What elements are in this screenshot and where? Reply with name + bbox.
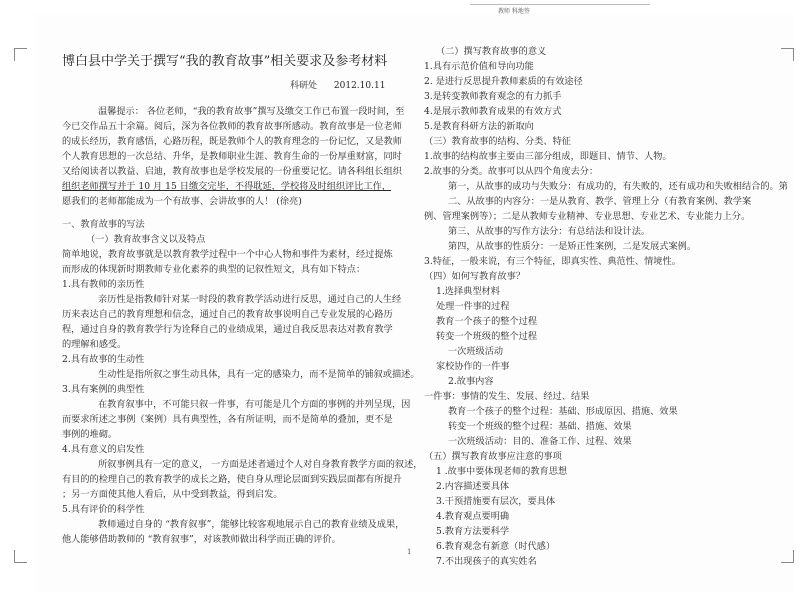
text-line: 5.是教育科研方法的新取向 xyxy=(424,121,534,132)
page-number: 1 xyxy=(407,548,412,556)
text-line: 2.故事的分类。故事可以从四个角度去分： xyxy=(424,166,599,177)
intro-line: 今已交作品五十余篇。阅后，深为各位教师的教育故事所感动。教育故事是一位老师 xyxy=(62,121,402,132)
intro-line: 愿我们的老师都能成为一个有故事、会讲故事的人！ (徐亮) xyxy=(62,196,302,207)
intro-paragraph xyxy=(62,104,417,209)
text-line: 4.具有意义的启发性 xyxy=(62,444,145,455)
text-line: 处理一件事的过程 xyxy=(436,301,510,312)
left-body xyxy=(62,217,423,547)
text-line: 4.是展示教师教育成果的有效方式 xyxy=(424,106,562,117)
text-line: 亲历性是指教师针对某一时段的教育教学活动进行反思，通过自己的人生经 xyxy=(98,294,402,305)
text-line: ；另一方面使其他人看后，从中受到教益，得到启发。 xyxy=(62,489,283,500)
text-line: 教育一个孩子的整个过程 xyxy=(436,316,538,327)
text-line: 3.特征，一般来说，有三个特征，即真实性、典范性、情境性。 xyxy=(424,256,681,267)
page-header: 教师 科地签 xyxy=(498,8,530,15)
text-line: （四）如何写教育故事？ xyxy=(424,271,526,282)
text-line: 7.不出现孩子的真实姓名 xyxy=(436,556,537,567)
text-line: 一次班级活动：目的、准备工作、过程、效果 xyxy=(448,436,632,447)
intro-line: 个人教育思想的一次总结、升华，是教师职业生涯、教育生命的一份厚重财富，同时 xyxy=(62,151,402,162)
text-line: 3.干预措施要有层次，要具体 xyxy=(436,496,556,507)
text-line: 第四，从故事的性质分：一是矫正性案例，二是发展式案例。 xyxy=(448,241,697,252)
text-line: （二）撰写教育故事的意义 xyxy=(436,46,547,57)
text-line: 历来表达自己的教育理想和信念，通过自己的教育故事说明自己专业发展的心路历 xyxy=(62,309,393,320)
left-column xyxy=(62,54,423,547)
text-line: 5.具有评价的科学性 xyxy=(62,504,145,515)
crop-mark-bottom-left xyxy=(14,550,27,563)
text-line: 程，通过自身的教育教学行为诠释自己的业绩成果，通过自我反思表达对教育教学 xyxy=(62,324,393,335)
intro-line: 温馨提示： 各位老师，“我的教育故事”撰写及缴交工作已布置一段时间，至 xyxy=(98,106,405,117)
text-line: 2.具有故事的生动性 xyxy=(62,354,145,365)
text-line: 例、管理案例等）；二是从教师专业精神、专业思想、专业艺术、专业能力上分。 xyxy=(424,211,751,222)
text-line: 的理解和感受。 xyxy=(62,339,127,350)
text-line: 简单地说，教育故事就是以教育教学过程中一个中心人物和事件为素材，经过提炼 xyxy=(62,249,393,260)
crop-mark-top-left xyxy=(14,48,27,61)
text-line: 生动性是指所叙之事生动具体，具有一定的感染力，而不是简单的铺叙或描述。 xyxy=(98,369,420,380)
text-line: 5.教育方法要科学 xyxy=(436,526,510,537)
text-line: 6.教育观念有新意（时代感） xyxy=(436,541,556,552)
text-line: 4.教育观点要明确 xyxy=(436,511,510,522)
text-line: 一次班级活动 xyxy=(448,346,504,357)
right-body xyxy=(424,44,786,569)
text-line: 在教育叙事中，不可能只叙一件事，有可能是几个方面的事例的并列呈现，因 xyxy=(98,399,411,410)
document-title: 博白县中学关于撰写“我的教育故事”相关要求及参考材料 xyxy=(62,54,388,69)
text-line: 所叙事例具有一定的意义， 一方面是述者通过个人对自身教育教学方面的叙述， xyxy=(98,459,423,470)
intro-line: 的成长经历，教育感悟，心路历程，既是教师个人的教育理念的一份记忆，又是教师 xyxy=(62,136,402,147)
text-line: 1.选择典型材料 xyxy=(436,286,500,297)
text-line: 教育一个孩子的整个过程：基础、形成原因、措施、效果 xyxy=(448,406,678,417)
text-line: （三）教育故事的结构、分类、特征 xyxy=(424,136,571,147)
text-line: 3.具有案例的典型性 xyxy=(62,384,145,395)
text-line: 1 .故事中要体现老师的教育思想 xyxy=(436,466,568,477)
text-line: 有目的的检理自己的教育教学的成长之路，使自身从理论层面到实践层面都有所提升 xyxy=(62,474,402,485)
text-line: 转变一个班级的整个过程：基础、措施、效果 xyxy=(448,421,632,432)
meta-date: 2012.10.11 xyxy=(333,81,386,91)
intro-line: 组织老师撰写并于 10 月 15 日缴交完毕，不得耽延，学校将及时组织评比工作， xyxy=(62,181,392,192)
header-rule xyxy=(470,4,650,5)
text-line: 1.故事的结构故事主要由三部分组成，即题目、情节、人物。 xyxy=(424,151,672,162)
text-line: 一、教育故事的写法 xyxy=(62,219,145,230)
meta-org: 科研处 xyxy=(290,81,318,91)
text-line: 2.故事内容 xyxy=(448,376,494,387)
text-line: 转变一个班级的整个过程 xyxy=(436,331,538,342)
text-line: 一件事：事情的发生、发展、经过、结果 xyxy=(424,391,590,402)
text-line: 3.是转变教师教育观念的有力抓手 xyxy=(424,91,562,102)
text-line: 1.具有示范价值和导向功能 xyxy=(424,61,534,72)
text-line: 2. 是进行反思提升教师素质的有效途径 xyxy=(424,76,583,87)
text-line: 他人能够借助教师的 “教育叙事”，对该教师做出科学而正确的评价。 xyxy=(62,534,341,545)
right-column xyxy=(424,44,786,569)
text-line: 而形成的体现新时期教师专业化素养的典型的记叙性短文，具有如下特点： xyxy=(62,264,366,275)
text-line: 第一，从故事的成功与失败分：有成功的，有失败的，还有成功和失败相结合的。第 xyxy=(448,181,788,192)
text-line: 家校协作的一件事 xyxy=(436,361,510,372)
text-line: （五）撰写教育故事应注意的事项 xyxy=(424,451,562,462)
document-meta xyxy=(62,79,417,94)
text-line: 1.具有教师的亲历性 xyxy=(62,279,145,290)
text-line: 2.内容描述要具体 xyxy=(436,481,510,492)
text-line: 第三、从故事的写作方法分：有总结法和设计法。 xyxy=(448,226,651,237)
intro-line: 又给阅读者以教益、启迪，教育故事也是学校发展的一份重要记忆。请各科组长组织 xyxy=(62,166,402,177)
text-line: 事例的堆砌。 xyxy=(62,429,118,440)
text-line: 二、从故事的内容分：一是从教育、教学、管理上分（有教育案例、教学案 xyxy=(448,196,752,207)
text-line: 教师通过自身的 “教育叙事”，能够比较客观地展示自己的教育业绩及成果， xyxy=(98,519,405,530)
text-line: 而要求所述之事例（案例）具有典型性，各有所证明，而不是简单的叠加，更不是 xyxy=(62,414,393,425)
text-line: （一）教育故事含义以及特点 xyxy=(86,234,206,245)
